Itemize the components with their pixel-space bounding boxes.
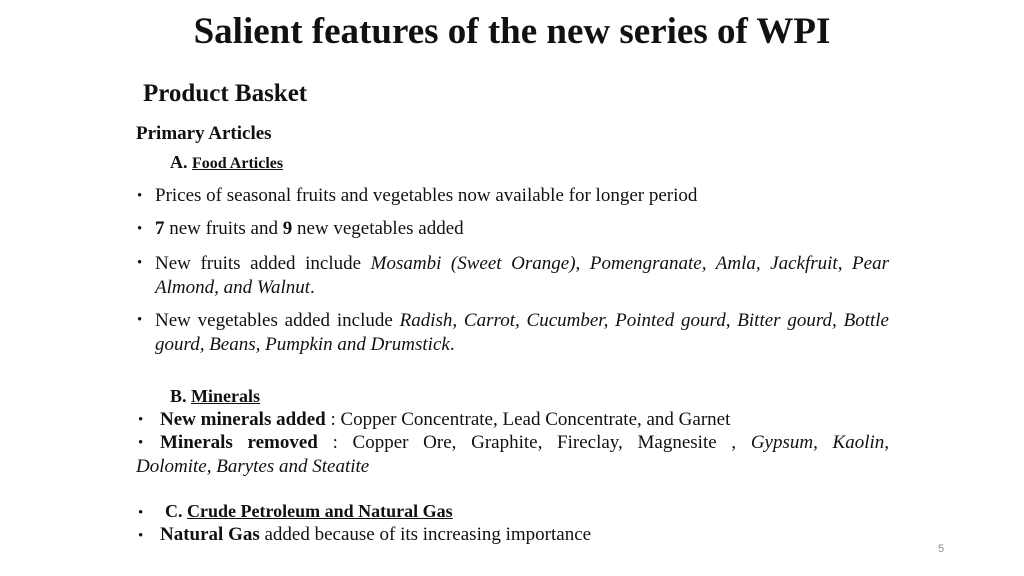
- new-fruits-list-cont: Almond, and Walnut: [155, 277, 310, 298]
- minerals-removed-line-2: [136, 456, 369, 478]
- minerals-added-label: New minerals added: [160, 409, 331, 430]
- food-bullet-3-line-1: [155, 252, 889, 276]
- new-fruits-list: Mosambi (Sweet Orange), Pomengranate, Amla, Jackfruit, Pear: [370, 253, 889, 274]
- minerals-removed-italic: Gypsum, Kaolin,: [750, 432, 890, 453]
- new-vegetables-list-cont: gourd, Beans, Pumpkin and Drumstick: [155, 334, 450, 355]
- bullet-icon: •: [137, 312, 143, 328]
- minerals-added-text: : Copper Concentrate, Lead Concentrate, and Garnet: [330, 409, 731, 430]
- food-bullet-3-line-2: [155, 276, 315, 300]
- bullet-icon: •: [137, 188, 143, 204]
- petroleum-heading: [165, 501, 453, 522]
- minerals-removed-text: : Copper Ore, Graphite, Fireclay, Magnesite ,: [317, 432, 751, 453]
- bullet-icon: •: [137, 255, 143, 271]
- new-vegetables-list: Radish, Carrot, Cucumber, Pointed gourd, Bitter gourd, Bottle: [399, 310, 889, 331]
- bullet-icon: •: [138, 435, 144, 451]
- bullet-icon: •: [138, 505, 144, 521]
- section-heading: Product Basket: [143, 80, 308, 107]
- minerals-removed-italic-cont: Dolomite, Barytes and Steatite: [136, 456, 370, 477]
- page-number: 5: [938, 543, 945, 555]
- food-bullet-4-line-2: [155, 333, 455, 357]
- natural-gas-text: added because of its increasing importance: [259, 524, 592, 545]
- minerals-letter: B.: [170, 386, 187, 406]
- food-articles-heading: [170, 152, 283, 173]
- category-heading: Primary Articles: [136, 123, 272, 144]
- food-bullet-2-text: new fruits and: [164, 218, 283, 239]
- new-fruits-count: 7: [155, 218, 165, 239]
- minerals-removed-line-1: [160, 432, 889, 454]
- food-bullet-4-line-1: [155, 309, 889, 333]
- natural-gas-label: Natural Gas: [160, 524, 260, 545]
- food-bullet-3-prefix: New fruits added include: [155, 253, 371, 274]
- natural-gas-line: [160, 524, 591, 546]
- petroleum-label: Crude Petroleum and Natural Gas: [187, 501, 453, 521]
- bullet-icon: •: [138, 412, 144, 428]
- bullet-icon: •: [137, 221, 143, 237]
- food-bullet-1: Prices of seasonal fruits and vegetables now available for longer period: [155, 185, 698, 206]
- bullet-icon: •: [138, 528, 144, 544]
- food-bullet-2: [155, 218, 464, 240]
- period: .: [310, 277, 315, 298]
- food-bullet-2-tail: new vegetables added: [292, 218, 464, 239]
- food-bullet-4-prefix: New vegetables added include: [155, 310, 400, 331]
- minerals-label: Minerals: [191, 386, 261, 406]
- new-vegetables-count: 9: [282, 218, 293, 239]
- minerals-heading: [170, 386, 260, 407]
- petroleum-letter: C.: [165, 501, 183, 521]
- food-letter: A.: [170, 152, 188, 172]
- minerals-added: [160, 409, 730, 431]
- food-label: Food Articles: [192, 155, 284, 172]
- period: .: [449, 334, 455, 355]
- slide-title: Salient features of the new series of WPI: [193, 11, 831, 52]
- minerals-removed-label: Minerals removed: [160, 432, 318, 453]
